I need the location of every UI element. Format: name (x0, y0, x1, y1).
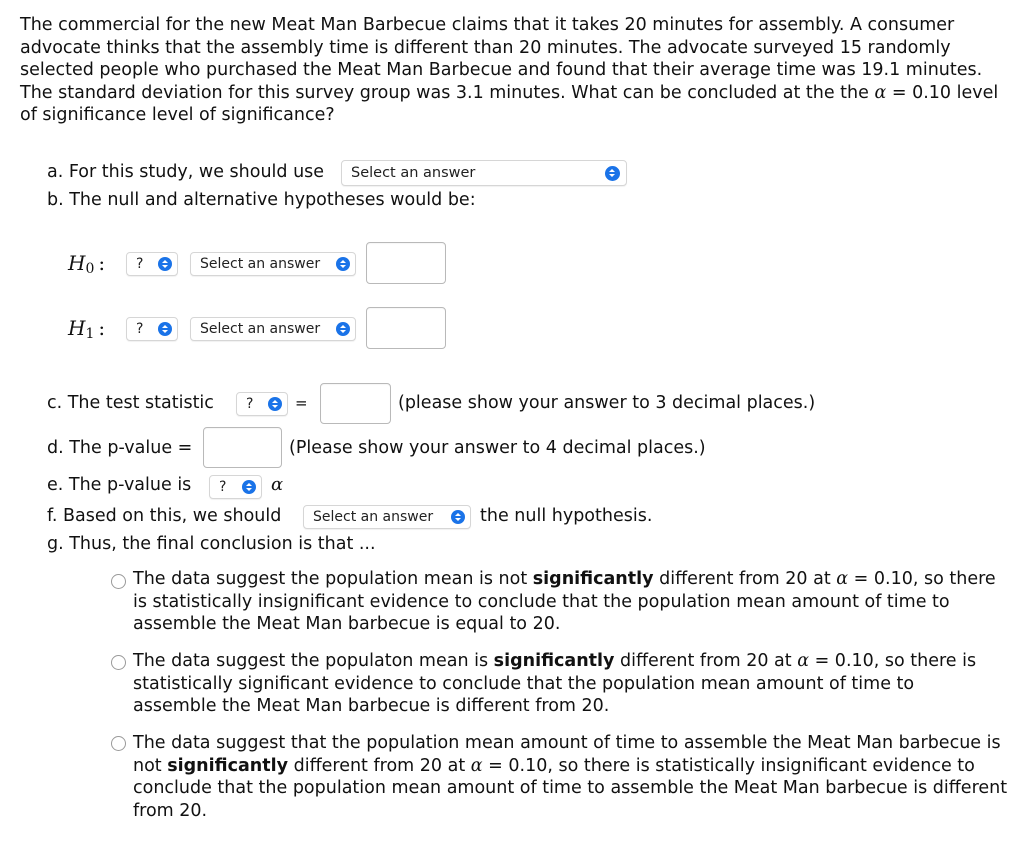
part-e-label: e. The p-value is (47, 475, 192, 495)
h0-value-input[interactable] (366, 242, 446, 284)
h1-operator-value: ? (136, 321, 144, 337)
h1-value-input[interactable] (366, 307, 446, 349)
p-value-hint: (Please show your answer to 4 decimal places.) (289, 438, 706, 458)
decision-select[interactable] (303, 505, 471, 529)
chevron-updown-icon (242, 480, 256, 494)
question-text: The commercial for the new Meat Man Barbecue claims that it takes 20 minutes for assembly. A consumer advocate thinks that the assembly time is different than 20 minutes. The advocate surveyed 15 randomly selected people who purchased the Meat Man Barbecue and found that their average time was 19.1 minutes. The standard deviation for this survey group was 3.1 minutes. What can be concluded at the the α = 0.10 level of significance level of significance? (20, 15, 999, 126)
chevron-updown-icon (605, 166, 620, 181)
h1-operator-select[interactable] (126, 317, 178, 341)
alpha-symbol: α (271, 474, 284, 495)
test-statistic-value: ? (246, 396, 254, 412)
part-b-label: b. The null and alternative hypotheses would be: (47, 190, 476, 210)
chevron-updown-icon (158, 322, 172, 336)
part-d-label: d. The p-value = (47, 438, 193, 458)
decision-select-value: Select an answer (313, 509, 434, 525)
h0-parameter-value: Select an answer (200, 256, 321, 272)
p-value-input[interactable] (203, 427, 282, 468)
alpha-symbol: α (874, 82, 887, 103)
conclusion-option-2-radio[interactable] (111, 655, 126, 670)
test-type-select[interactable] (341, 160, 627, 186)
part-g-label: g. Thus, the final conclusion is that ... (47, 534, 376, 554)
part-f-label: f. Based on this, we should (47, 506, 282, 526)
conclusion-option-3-text: The data suggest that the population mean amount of time to assemble the Meat Man barbecue is not significantly different from 20 at α = 0.10, so there is statistically insignificant evidence to conclude that the population mean amount of time to assemble the Meat Man barbecue is different from 20. (133, 733, 1008, 821)
conclusion-option-1-radio[interactable] (111, 574, 126, 589)
part-a-label: a. For this study, we should use (47, 162, 325, 182)
chevron-updown-icon (268, 397, 282, 411)
h0-operator-select[interactable] (126, 252, 178, 276)
decision-suffix: the null hypothesis. (480, 506, 653, 526)
chevron-updown-icon (451, 510, 465, 524)
test-statistic-select[interactable] (236, 392, 288, 416)
test-statistic-equals: = (295, 394, 308, 412)
conclusion-option-2-text: The data suggest the populaton mean is significantly different from 20 at α = 0.10, so there is statistically significant evidence to conclude that the population mean amount of time to assemble the Meat Man barbecue is different from 20. (133, 651, 977, 716)
test-statistic-hint: (please show your answer to 3 decimal places.) (398, 393, 816, 413)
p-value-comparison-select[interactable] (209, 475, 262, 499)
h1-parameter-value: Select an answer (200, 321, 321, 337)
p-value-comparison-value: ? (219, 479, 227, 495)
test-type-select-value: Select an answer (351, 165, 476, 181)
chevron-updown-icon (336, 257, 350, 271)
conclusion-option-3-radio[interactable] (111, 736, 126, 751)
h0-parameter-select[interactable] (190, 252, 356, 276)
h0-label: $H_0$ : (68, 251, 106, 277)
chevron-updown-icon (158, 257, 172, 271)
h0-operator-value: ? (136, 256, 144, 272)
part-c-label: c. The test statistic (47, 393, 214, 413)
conclusion-option-1-text: The data suggest the population mean is not significantly different from 20 at α = 0.10, so there is statistically insignificant evidence to conclude that the population mean amount of time to assemble the Meat Man barbecue is equal to 20. (133, 569, 996, 634)
h1-label: $H_1$ : (68, 316, 106, 342)
chevron-updown-icon (336, 322, 350, 336)
test-statistic-input[interactable] (320, 383, 391, 424)
h1-parameter-select[interactable] (190, 317, 356, 341)
